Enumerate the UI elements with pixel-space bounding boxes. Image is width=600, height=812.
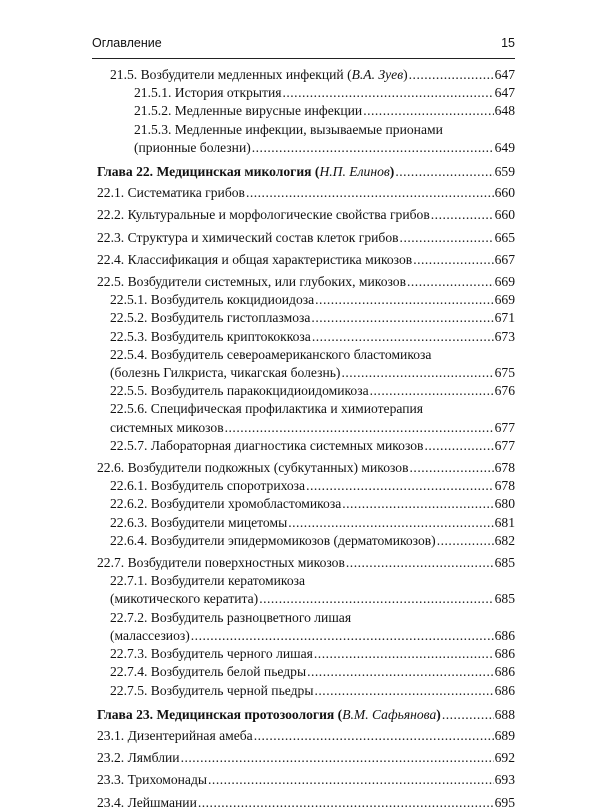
dot-leader [307, 663, 494, 681]
dot-leader [400, 229, 494, 247]
toc-entry-23-2[interactable] [97, 749, 515, 767]
toc-entry-title-first-line: 21.5.3. Медленные инфекции, вызываемые прионами [134, 121, 443, 137]
toc-entry-22-7-2[interactable] [97, 609, 515, 645]
toc-entry-22-6[interactable] [97, 459, 515, 477]
toc-entry-page: 693 [494, 772, 515, 788]
toc-entry-page: 681 [494, 514, 515, 530]
toc-entry-title: 22.6.2. Возбудители хромобластомикоза [110, 496, 342, 512]
toc-entry-author: В.М. Сафьянова [342, 706, 437, 722]
dot-leader [409, 66, 494, 84]
toc-entry-author: В.А. Зуев [351, 67, 404, 82]
toc-entry-title: 22.7.4. Возбудитель белой пьедры [110, 664, 307, 680]
toc-entry-22-5-3[interactable] [97, 328, 515, 346]
toc-entry-title-first-line: 22.5.4. Возбудитель североамериканского бластомикоза [110, 346, 432, 362]
dot-leader [342, 495, 493, 513]
toc-entry-title: Глава 23. Медицинская протозоология ( [97, 706, 343, 722]
toc-entry-title: 22.5.5. Возбудитель паракокцидиоидомикоза [110, 383, 369, 399]
toc-entry-title: 22.6.1. Возбудитель споротрихоза [110, 478, 306, 494]
toc-entry-page: 673 [494, 328, 515, 344]
dot-leader [437, 532, 494, 550]
toc-entry-page: 647 [494, 85, 515, 101]
toc-entry-page: 678 [494, 460, 515, 476]
dot-leader [306, 477, 494, 495]
toc-entry-page: 686 [494, 682, 515, 698]
toc-entry-page: 659 [494, 164, 515, 180]
toc-entry-page: 678 [494, 478, 515, 494]
toc-entry-23-3[interactable] [97, 771, 515, 789]
toc-entry-title-first-line: 22.5.6. Специфическая профилактика и химиотерапия [110, 401, 424, 417]
dot-leader [370, 382, 494, 400]
toc-entry-page: 675 [494, 365, 515, 381]
toc-entry-title: (прионные болезни) [134, 139, 251, 155]
toc-entry-22-6-4[interactable] [97, 532, 515, 550]
dot-leader [431, 206, 494, 224]
dot-leader [395, 163, 493, 181]
toc-entry-22-5-4[interactable] [97, 346, 515, 382]
dot-leader [315, 682, 494, 700]
toc-entry-22-5-2[interactable] [97, 309, 515, 327]
toc-entry-page: 660 [494, 207, 515, 223]
dot-leader [191, 627, 494, 645]
toc-entry-title: 22.7.3. Возбудитель черного лишая [110, 646, 313, 662]
toc-entry-page: 671 [494, 310, 515, 326]
toc-entry-page: 676 [494, 383, 515, 399]
dot-leader [311, 309, 493, 327]
toc-entry-22-7-5[interactable] [97, 682, 515, 700]
toc-entry-title: (малассезиоз) [110, 627, 190, 643]
toc-entry-22-3[interactable] [97, 229, 515, 247]
toc-entry-22-7-3[interactable] [97, 645, 515, 663]
toc-entry-title: 21.5.1. История открытия [134, 85, 282, 101]
dot-leader [363, 102, 493, 120]
toc-entry-21-5[interactable] [97, 66, 515, 84]
toc-entry-title: 22.5.7. Лабораторная диагностика системных микозов [110, 437, 424, 453]
dot-leader [252, 139, 494, 157]
toc-entry-21-5-3[interactable] [97, 121, 515, 157]
toc-entry-page: 647 [494, 67, 515, 82]
toc-entry-page: 689 [494, 727, 515, 743]
toc-entry-page: 692 [494, 750, 515, 766]
dot-leader [413, 251, 493, 269]
toc-entry-page: 685 [494, 591, 515, 607]
toc-entry-22-7-4[interactable] [97, 663, 515, 681]
toc-entry-title: Глава 22. Медицинская микология ( [97, 164, 320, 180]
toc-entry-page: 695 [494, 794, 515, 810]
running-header-page-number: 15 [501, 36, 515, 50]
toc-entry-22-6-1[interactable] [97, 477, 515, 495]
toc-entry-21-5-1[interactable] [97, 84, 515, 102]
dot-leader [314, 645, 494, 663]
dot-leader [312, 328, 494, 346]
toc-entry-page: 682 [494, 532, 515, 548]
toc-entry-22-6-3[interactable] [97, 514, 515, 532]
toc-entry-title: 22.1. Систематика грибов [97, 185, 245, 201]
toc-entry-title-tail: ) [389, 164, 395, 180]
toc-entry-title: 22.6.3. Возбудители мицетомы [110, 514, 288, 530]
toc-entry-22-5-6[interactable] [97, 400, 515, 436]
dot-leader [424, 437, 493, 455]
toc-entry-title: 21.5.2. Медленные вирусные инфекции [134, 103, 363, 119]
toc-entry-title: 22.7.5. Возбудитель черной пьедры [110, 682, 314, 698]
toc-entry-title: 21.5. Возбудители медленных инфекций ( [110, 67, 352, 82]
toc-entry-title-first-line: 22.7.1. Возбудители кератомикоза [110, 573, 306, 589]
dot-leader [341, 364, 493, 382]
running-header-section: Оглавление [92, 36, 162, 50]
toc-entry-23-1[interactable] [97, 727, 515, 745]
toc-entry-page: 680 [494, 496, 515, 512]
toc-entry-author: Н.П. Елинов [319, 164, 390, 180]
toc-entry-22-5[interactable] [97, 273, 515, 291]
toc-entry-title-tail: ) [403, 67, 408, 82]
toc-entry-page: 665 [494, 229, 515, 245]
toc-entry-page: 686 [494, 664, 515, 680]
toc-entry-title: 22.6. Возбудители подкожных (субкутанных) микозов [97, 460, 409, 476]
toc-entry-title: 23.4. Лейшмании [97, 794, 197, 810]
toc-entry-22-7-1[interactable] [97, 572, 515, 608]
toc-entry-22-4[interactable] [97, 251, 515, 269]
dot-leader [254, 727, 494, 745]
toc-entry-22-5-7[interactable] [97, 437, 515, 455]
toc-entry-page: 669 [494, 292, 515, 308]
dot-leader [442, 706, 494, 724]
toc-entry-title: 22.4. Классификация и общая характеристика микозов [97, 251, 413, 267]
toc-entry-title: 22.6.4. Возбудители эпидермомикозов (дерматомикозов) [110, 532, 436, 548]
dot-leader [198, 794, 494, 812]
toc-entry-title: (микотического кератита) [110, 591, 259, 607]
toc-entry-title: 22.3. Структура и химический состав клеток грибов [97, 229, 399, 245]
toc-entry-title: 22.5.1. Возбудитель кокцидиоидоза [110, 292, 315, 308]
dot-leader [346, 554, 494, 572]
toc-entry-title: 22.5.3. Возбудитель криптококкоза [110, 328, 311, 344]
dot-leader [315, 291, 493, 309]
dot-leader [246, 184, 494, 202]
toc-entry-22-7[interactable] [97, 554, 515, 572]
dot-leader [225, 419, 494, 437]
toc-entry-page: 649 [494, 139, 515, 155]
toc-entry-page: 660 [494, 185, 515, 201]
toc-entry-page: 686 [494, 627, 515, 643]
toc-entry-23-4[interactable] [97, 794, 515, 812]
toc-entry-title: 23.2. Лямблии [97, 750, 180, 766]
toc-entry-title: (болезнь Гилкриста, чикагская болезнь) [110, 365, 341, 381]
toc-entry-title: системных микозов [110, 419, 224, 435]
toc-entry-22-6-2[interactable] [97, 495, 515, 513]
dot-leader [410, 459, 494, 477]
toc-entry-page: 648 [494, 103, 515, 119]
toc-entry-title: 22.2. Культуральные и морфологические свойства грибов [97, 207, 430, 223]
toc-entry-title: 22.5. Возбудители системных, или глубоких, микозов [97, 274, 406, 290]
dot-leader [181, 749, 494, 767]
toc-entry-22-2[interactable] [97, 206, 515, 224]
dot-leader [208, 771, 494, 789]
table-of-contents [97, 66, 515, 812]
dot-leader [407, 273, 494, 291]
toc-entry-title: 23.3. Трихомонады [97, 772, 208, 788]
toc-entry-title: 23.1. Дизентерийная амеба [97, 727, 253, 743]
toc-entry-page: 685 [494, 555, 515, 571]
toc-chapter-23[interactable] [97, 706, 515, 724]
toc-entry-22-1[interactable] [97, 184, 515, 202]
toc-entry-title: 22.7. Возбудители поверхностных микозов [97, 555, 345, 571]
toc-entry-page: 669 [494, 274, 515, 290]
toc-entry-22-5-5[interactable] [97, 382, 515, 400]
toc-entry-title: 22.5.2. Возбудитель гистоплазмоза [110, 310, 311, 326]
toc-entry-page: 667 [494, 251, 515, 267]
toc-entry-title-tail: ) [436, 706, 441, 722]
toc-entry-title-first-line: 22.7.2. Возбудитель разноцветного лишая [110, 609, 352, 625]
toc-entry-page: 677 [494, 419, 515, 435]
toc-entry-21-5-2[interactable] [97, 102, 515, 120]
dot-leader [282, 84, 493, 102]
toc-entry-page: 686 [494, 646, 515, 662]
dot-leader [288, 514, 493, 532]
toc-entry-page: 677 [494, 437, 515, 453]
running-header [92, 36, 515, 59]
toc-entry-page: 688 [494, 706, 515, 722]
toc-chapter-22[interactable] [97, 163, 515, 181]
toc-entry-22-5-1[interactable] [97, 291, 515, 309]
dot-leader [259, 590, 493, 608]
